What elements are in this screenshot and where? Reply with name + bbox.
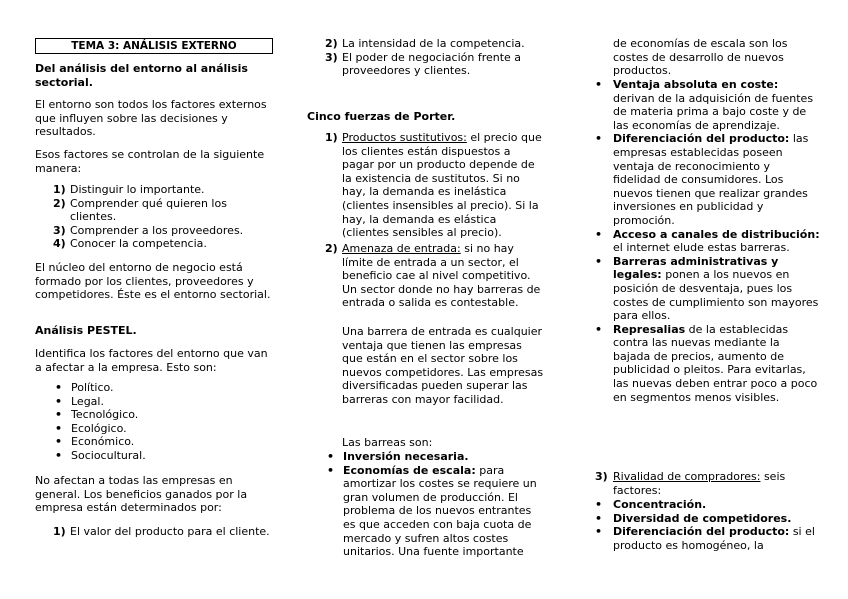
paragraph-beneficios: No afectan a todas las empresas en general. Los beneficios ganados por la empresa están determinados por:: [35, 474, 248, 515]
rivalry-list: [595, 498, 820, 552]
list-item: • Ecológico.: [35, 422, 273, 436]
list-item: 1) Productos sustitutivos: el precio que los clientes están dispuestos a pagar por un producto depende de la existencia de sustitutos. Si no hay, la demanda es inelástica (clientes insensibles al precio). Si la hay, la demanda es elástica (clientes sensibles al precio).: [325, 131, 542, 240]
list-item: 1) El valor del producto para el cliente.: [53, 525, 270, 538]
paragraph-entorno: El entorno son todos los factores externos que influyen sobre las decisiones y resultados.: [35, 98, 267, 139]
list-item: • Inversión necesaria.: [307, 450, 545, 464]
list-item: • Tecnológico.: [35, 408, 273, 422]
list-item: 3) Rivalidad de compradores: seis factores:: [595, 470, 786, 497]
list-item: • Político.: [35, 381, 273, 395]
barriers-list-cont: [595, 78, 820, 404]
heading-porter: Cinco fuerzas de Porter.: [307, 110, 456, 123]
paragraph-barrera: Una barrera de entrada es cualquier ventaja que tienen las empresas que están en el sector sobre los nuevos competidores. Las empresas diversificadas pueden superar las barreras con mayor facilidad.: [342, 325, 544, 406]
list-item: • Sociocultural.: [35, 449, 273, 463]
list-item: • Legal.: [35, 395, 273, 409]
pestel-list: [35, 381, 273, 463]
page-title: TEMA 3: ANÁLISIS EXTERNO: [35, 38, 273, 54]
list-item: • Acceso a canales de distribución: el internet elude estas barreras.: [595, 228, 820, 255]
paragraph-continuation: de economías de escala son los costes de desarrollo de nuevos productos.: [613, 37, 788, 78]
list-item: 1) Distinguir lo importante.: [53, 183, 205, 196]
list-item: 3) El poder de negociación frente a proveedores y clientes.: [325, 50, 522, 78]
barriers-list: [307, 450, 545, 559]
list-item: • Diferenciación del producto: las empresas establecidas poseen ventaja de reconocimiento y fidelidad de consumidores. Los nuevos tienen que realizar grandes inversiones en publicidad y promoción.: [595, 132, 820, 227]
list-item: • Económico.: [35, 435, 273, 449]
heading-pestel: Análisis PESTEL.: [35, 324, 137, 337]
paragraph-nucleo: El núcleo del entorno de negocio está formado por los clientes, proveedores y competidores. Éste es el entorno sectorial.: [35, 261, 271, 302]
list-item: • Barreras administrativas y legales: ponen a los nuevos en posición de desventaja, pues los costes de cumplimiento son mayores para ellos.: [595, 255, 820, 323]
list-item: • Diversidad de competidores.: [595, 512, 820, 526]
determinants-list: [307, 37, 545, 78]
list-item: 2) Comprender qué quieren los clientes.: [53, 196, 227, 224]
steps-list: [35, 183, 273, 251]
list-item: 3) Comprender a los proveedores.: [53, 223, 244, 237]
heading-analisis-entorno: Del análisis del entorno al análisis sectorial.: [35, 62, 248, 89]
paragraph-pestel: Identifica los factores del entorno que van a afectar a la empresa. Esto son:: [35, 347, 268, 374]
list-item: • Represalias de la establecidas contra las nuevas mediante la bajada de precios, aumento de publicidad o pleitos. Para evitarlas, las nuevas deben entrar poco a poco en segmentos menos visibles.: [595, 323, 820, 405]
list-item: • Ventaja absoluta en coste: derivan de la adquisición de fuentes de materia prima a bajo coste y de las economías de aprendizaje.: [595, 78, 820, 132]
list-item: • Economías de escala: para amortizar los costes se requiere un gran volumen de producción. El problema de los nuevos entrantes es que acceden con baja cuota de mercado y sufren altos costes unitarios. Una fuente importante: [307, 464, 545, 559]
list-item: • Concentración.: [595, 498, 820, 512]
list-item: 2) Amenaza de entrada: si no hay límite de entrada a un sector, el beneficio cae al nivel competitivo. Un sector donde no hay barreras de entrada o salida es contestable.: [325, 242, 541, 310]
paragraph-factores: Esos factores se controlan de la siguiente manera:: [35, 148, 265, 175]
paragraph-barreras: Las barreas son:: [342, 436, 433, 449]
list-item: 4) Conocer la competencia.: [53, 237, 207, 251]
list-item: • Diferenciación del producto: si el producto es homogéneo, la: [595, 525, 820, 552]
list-item: 2) La intensidad de la competencia.: [325, 37, 525, 50]
